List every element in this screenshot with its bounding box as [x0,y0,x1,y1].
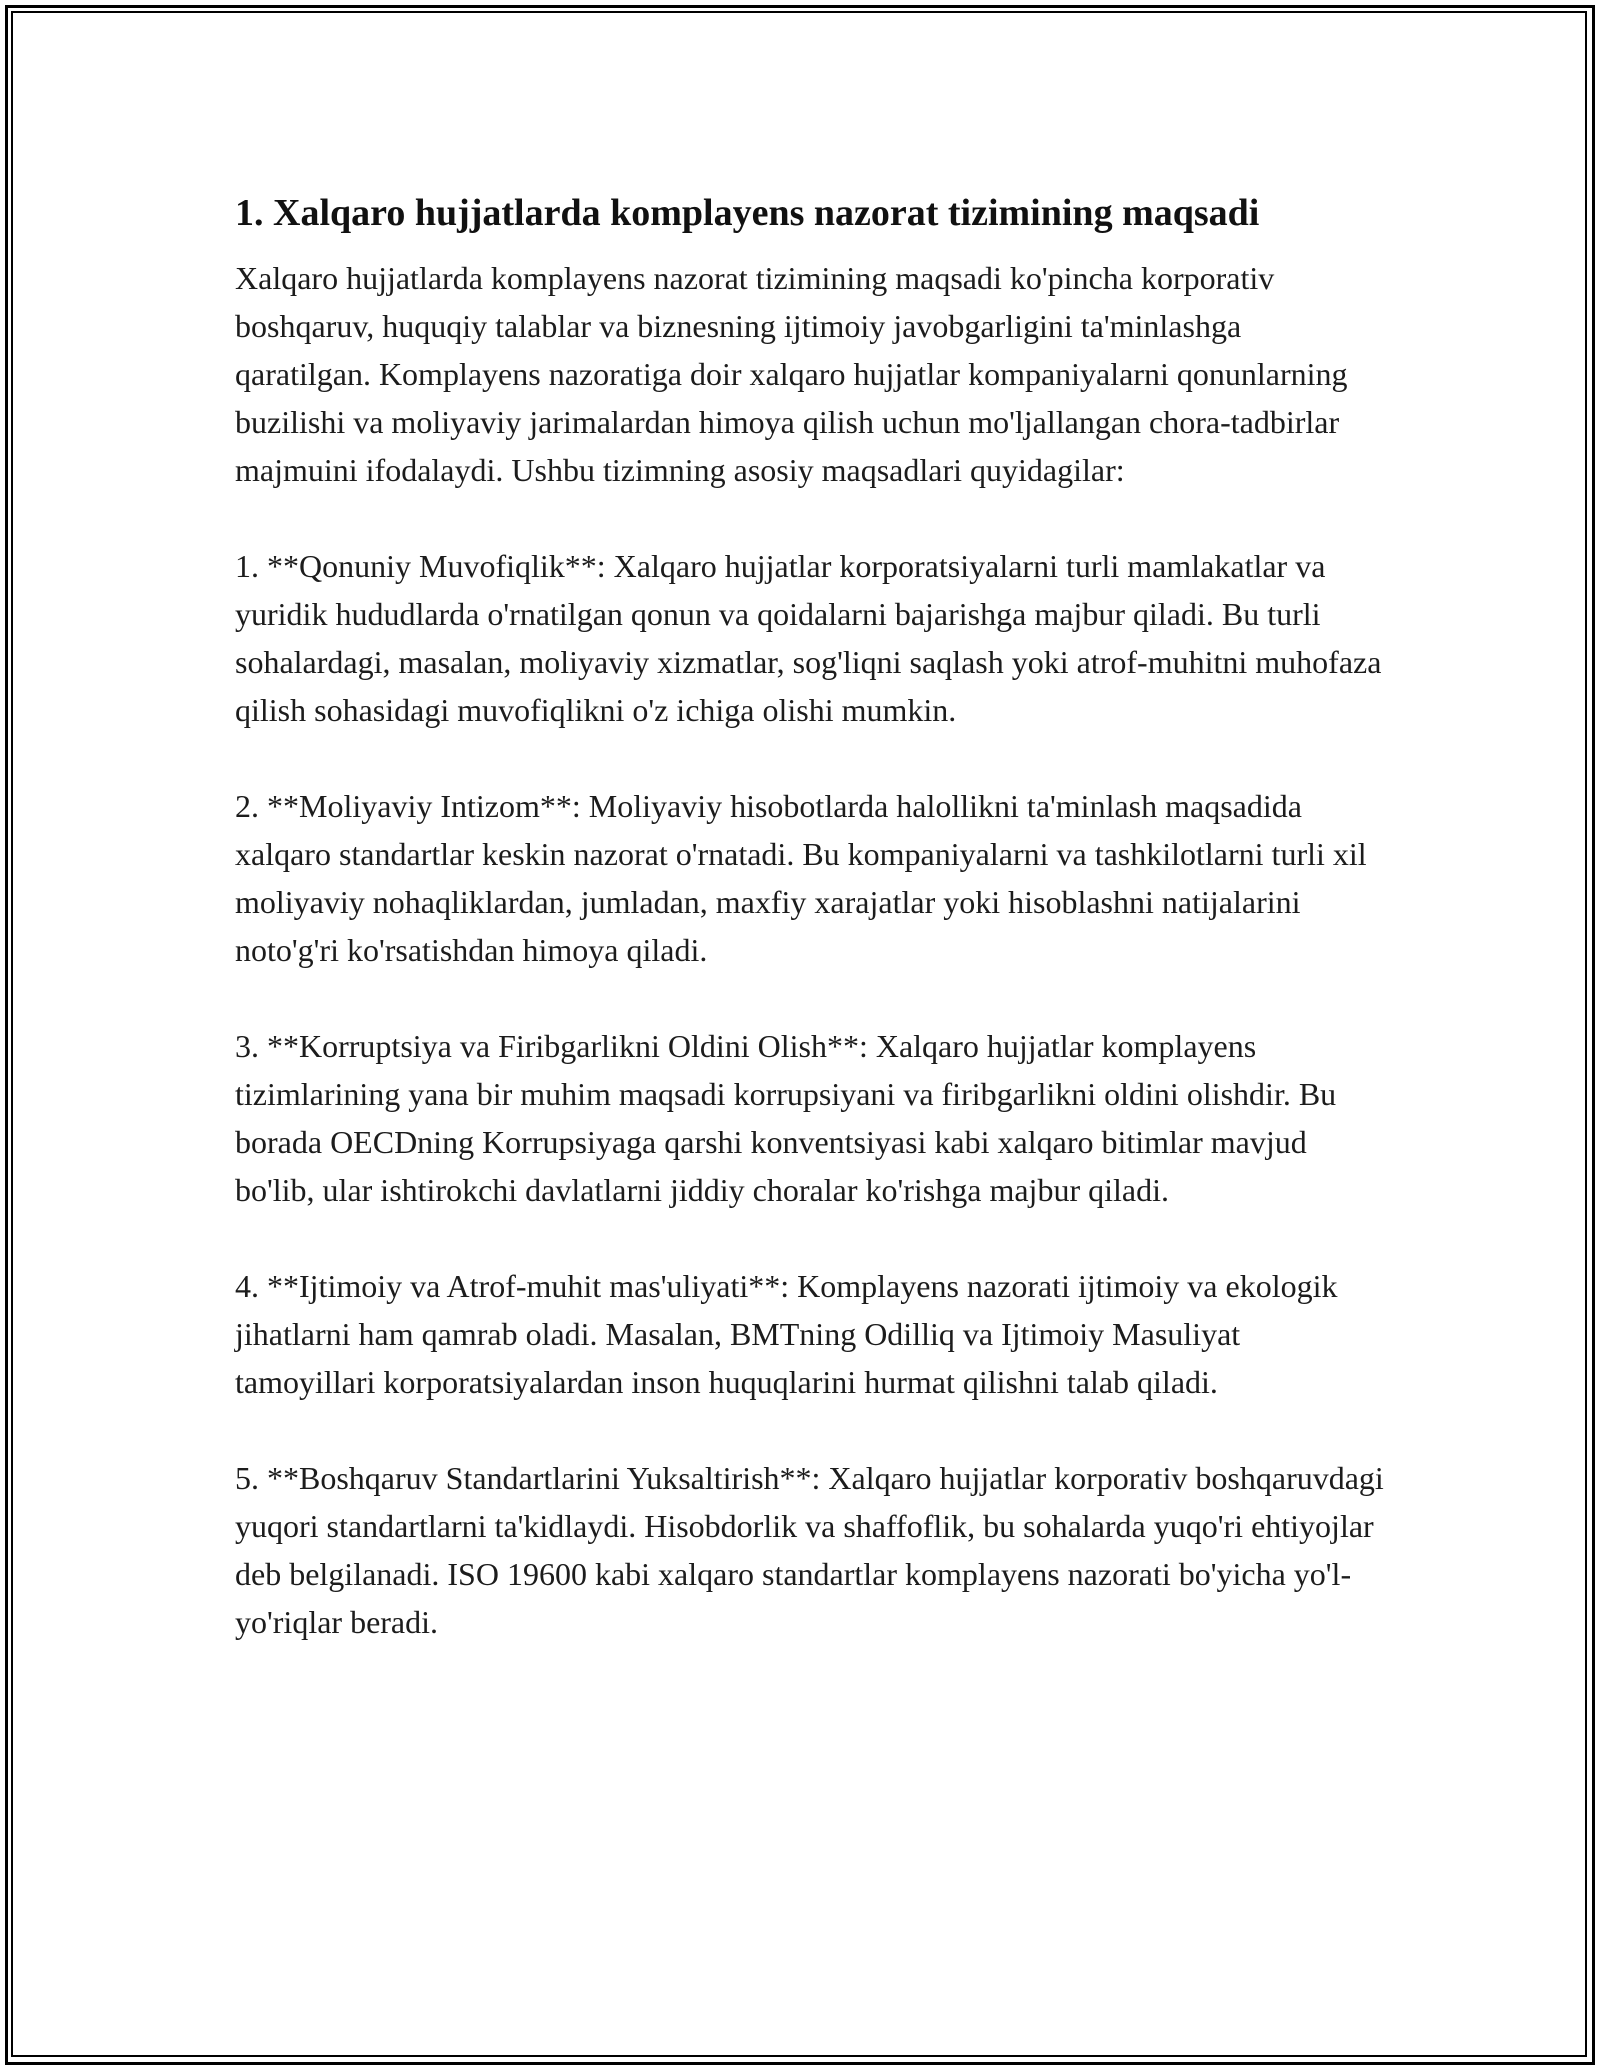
list-item-legal-compliance: 1. **Qonuniy Muvofiqlik**: Xalqaro hujjatlar korporatsiyalarni turli mamlakatlar va yuridik hududlarda o'rnatilgan qonun va qoidalarni bajarishga majbur qiladi. Bu turli sohalardagi, masalan, moliyaviy xizmatlar, sog'liqni saqlash yoki atrof-muhitni muhofaza qilish sohasidagi muvofiqlikni o'z ichiga olishi mumkin. [235,548,1382,728]
intro-paragraph: Xalqaro hujjatlarda komplayens nazorat tizimining maqsadi ko'pincha korporativ boshqaruv, huquqiy talablar va biznesning ijtimoiy javobgarligini ta'minlashga qaratilgan. Komplayens nazoratiga doir xalqaro hujjatlar kompaniyalarni qonunlarning buzilishi va moliyaviy jarimalardan himoya qilish uchun mo'ljallangan chora-tadbirlar majmuini ifodalaydi. Ushbu tizimning asosiy maqsadlari quyidagilar: [235,260,1348,488]
list-item-governance-standards: 5. **Boshqaruv Standartlarini Yuksaltirish**: Xalqaro hujjatlar korporativ boshqaruvdagi yuqori standartlarni ta'kidlaydi. Hisobdorlik va shaffoflik, bu sohalarda yuqo'ri ehtiyojlar deb belgilanadi. ISO 19600 kabi xalqaro standartlar komplayens nazorati bo'yicha yo'l-yo'riqlar beradi. [235,1460,1384,1640]
document-body [235,186,1385,1646]
list-item-anti-corruption: 3. **Korruptsiya va Firibgarlikni Oldini Olish**: Xalqaro hujjatlar komplayens tizimlarining yana bir muhim maqsadi korrupsiyani va firibgarlikni oldini olishdir. Bu borada OECDning Korrupsiyaga qarshi konventsiyasi kabi xalqaro bitimlar mavjud bo'lib, ular ishtirokchi davlatlarni jiddiy choralar ko'rishga majbur qiladi. [235,1028,1337,1208]
document-title: 1. Xalqaro hujjatlarda komplayens nazorat tizimining maqsadi [235,192,1260,234]
list-item-social-environmental: 4. **Ijtimoiy va Atrof-muhit mas'uliyati**: Komplayens nazorati ijtimoiy va ekologik jihatlarni ham qamrab oladi. Masalan, BMTning Odilliq va Ijtimoiy Masuliyat tamoyillari korporatsiyalardan inson huquqlarini hurmat qilishni talab qiladi. [235,1268,1338,1400]
list-item-financial-discipline: 2. **Moliyaviy Intizom**: Moliyaviy hisobotlarda halollikni ta'minlash maqsadida xalqaro standartlar keskin nazorat o'rnatadi. Bu kompaniyalarni va tashkilotlarni turli xil moliyaviy nohaqliklardan, jumladan, maxfiy xarajatlar yoki hisoblashni natijalarini noto'g'ri ko'rsatishdan himoya qiladi. [235,788,1367,968]
